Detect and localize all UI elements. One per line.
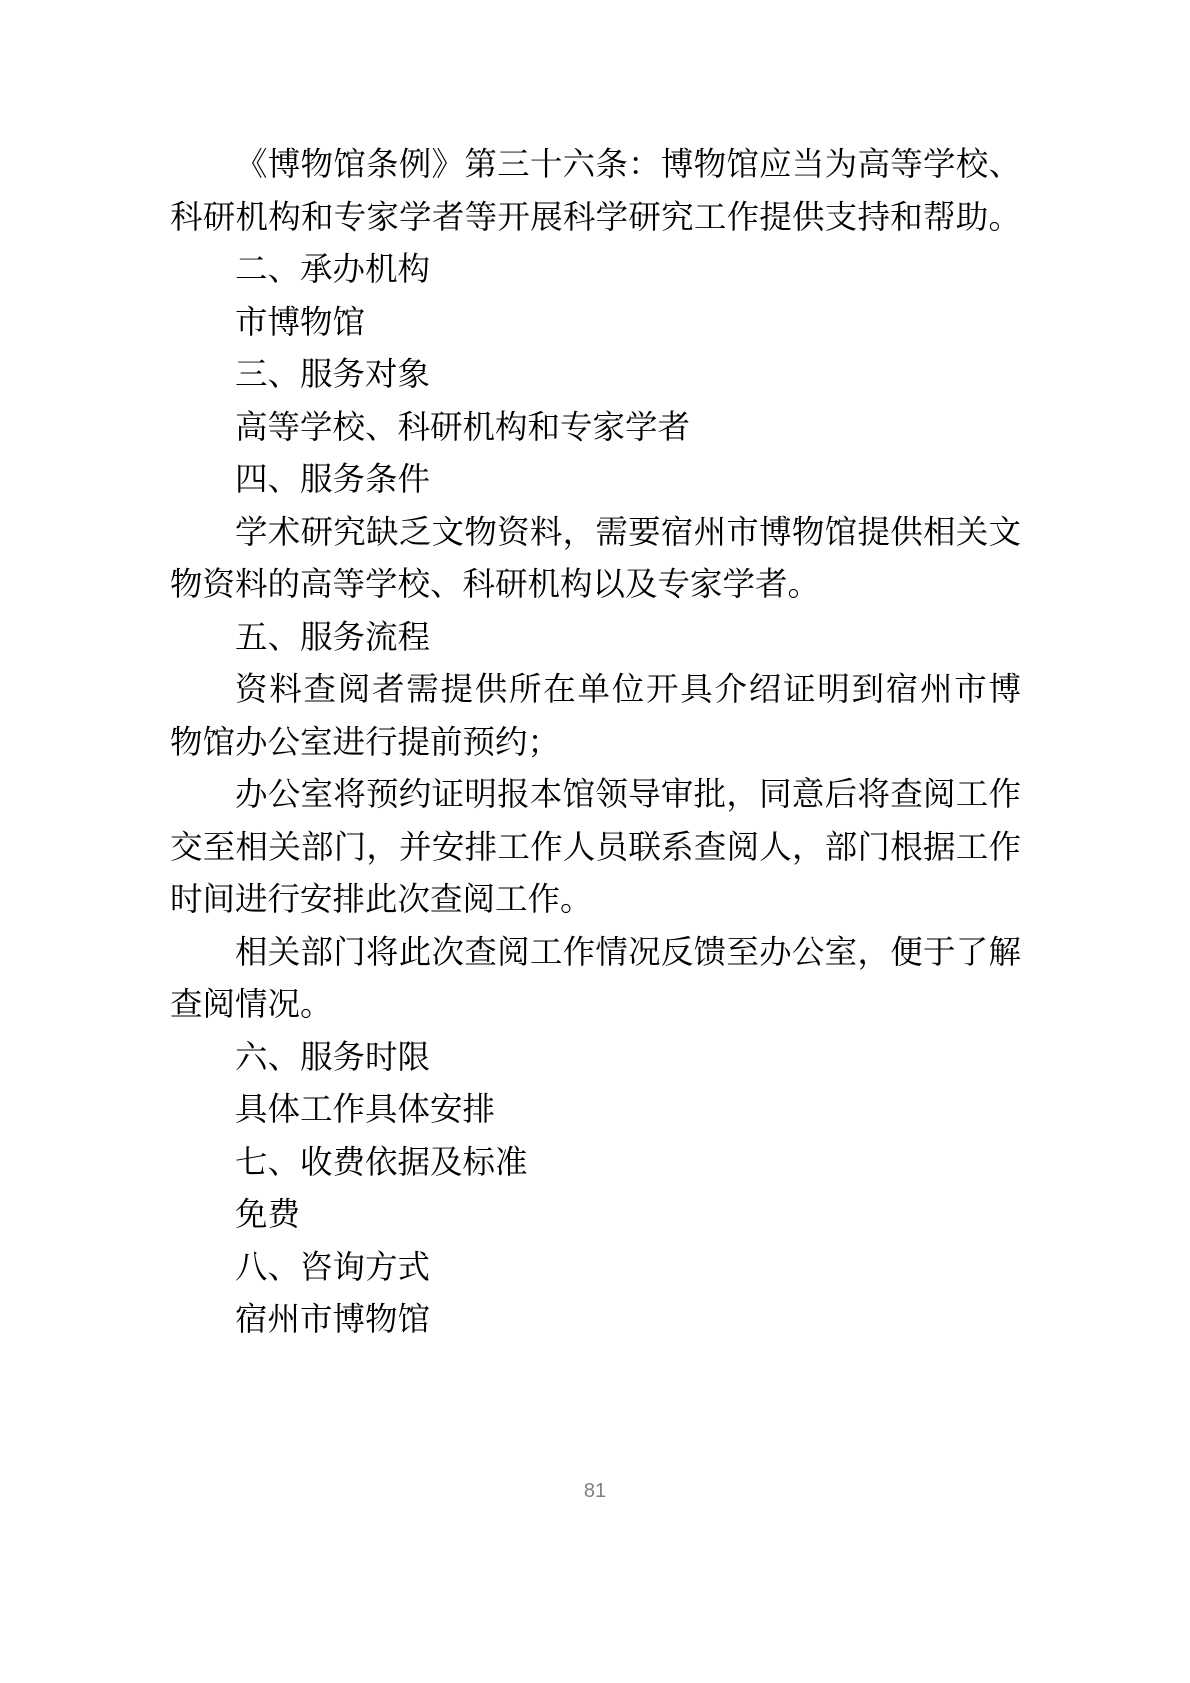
text-line: 六、服务时限	[235, 1038, 431, 1075]
text-line: 三、服务对象	[235, 356, 431, 392]
text-line: 二、承办机构	[235, 251, 431, 287]
text-line: 资料查阅者需提供所在单位开具介绍证明到宿州市博	[235, 671, 1021, 707]
text-line: 五、服务流程	[235, 618, 431, 655]
text-line: 科研机构和专家学者等开展科学研究工作提供支持和帮助。	[170, 198, 1021, 235]
text-line: 八、咨询方式	[235, 1248, 431, 1285]
text-line: 物馆办公室进行提前预约；	[170, 723, 561, 760]
text-line: 物资料的高等学校、科研机构以及专家学者。	[170, 566, 821, 602]
text-line: 高等学校、科研机构和专家学者	[235, 408, 691, 445]
text-line: 免费	[235, 1196, 301, 1232]
text-line: 七、收费依据及标准	[235, 1143, 528, 1180]
text-line: 《博物馆条例》第三十六条：博物馆应当为高等学校、	[235, 146, 1021, 182]
text-line: 四、服务条件	[235, 461, 431, 497]
text-line: 市博物馆	[235, 303, 366, 340]
text-line: 学术研究缺乏文物资料，需要宿州市博物馆提供相关文	[235, 513, 1021, 550]
text-line: 办公室将预约证明报本馆领导审批，同意后将查阅工作	[235, 776, 1021, 812]
text-line: 宿州市博物馆	[235, 1301, 431, 1337]
text-line: 交至相关部门，并安排工作人员联系查阅人，部门根据工作	[170, 828, 1021, 865]
text-line: 相关部门将此次查阅工作情况反馈至办公室，便于了解	[235, 933, 1021, 970]
text-line: 查阅情况。	[170, 986, 333, 1022]
document-body	[170, 138, 1021, 1346]
text-line: 具体工作具体安排	[235, 1091, 496, 1127]
text-line: 时间进行安排此次查阅工作。	[170, 881, 593, 917]
page-number: 81	[583, 1480, 607, 1502]
